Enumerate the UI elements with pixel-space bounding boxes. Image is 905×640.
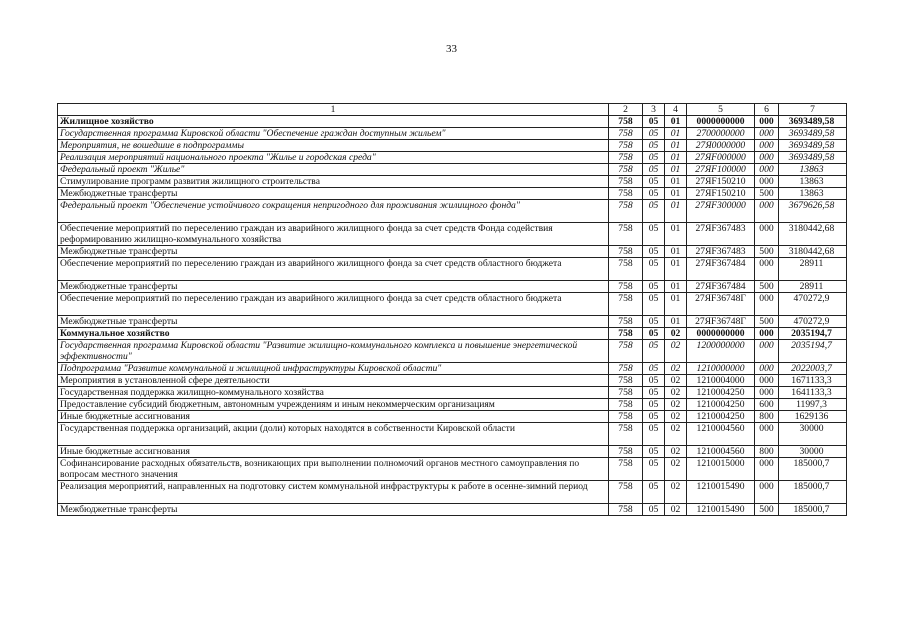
amount: 3679626,58 [779, 200, 847, 223]
target-article-code: 1200000000 [687, 340, 755, 363]
row-description: Стимулирование программ развития жилищного строительства [58, 176, 609, 188]
amount: 13863 [779, 164, 847, 176]
subsection-code: 02 [665, 340, 687, 363]
subsection-code: 01 [665, 140, 687, 152]
target-article-code: 27ЯF36748Г [687, 293, 755, 316]
target-article-code: 27ЯF367484 [687, 258, 755, 281]
amount: 28911 [779, 258, 847, 281]
section-code: 05 [643, 411, 665, 423]
admin-code: 758 [609, 375, 643, 387]
row-description: Подпрограмма "Развитие коммунальной и жилищной инфраструктуры Кировской области" [58, 363, 609, 375]
section-code: 05 [643, 128, 665, 140]
subsection-code: 01 [665, 152, 687, 164]
expense-type-code: 000 [755, 176, 779, 188]
amount: 185000,7 [779, 504, 847, 516]
target-article-code: 27ЯF150210 [687, 188, 755, 200]
admin-code: 758 [609, 446, 643, 458]
amount: 185000,7 [779, 481, 847, 504]
row-description: Федеральный проект "Жилье" [58, 164, 609, 176]
table-row [58, 188, 847, 200]
target-article-code: 1210000000 [687, 363, 755, 375]
admin-code: 758 [609, 176, 643, 188]
amount: 30000 [779, 423, 847, 446]
amount: 2035194,7 [779, 328, 847, 340]
table-row [58, 152, 847, 164]
expense-type-code: 800 [755, 446, 779, 458]
target-article-code: 27ЯF100000 [687, 164, 755, 176]
table-row [58, 164, 847, 176]
target-article-code: 27ЯF367484 [687, 281, 755, 293]
table-row [58, 223, 847, 246]
table-row [58, 281, 847, 293]
section-code: 05 [643, 200, 665, 223]
amount: 3693489,58 [779, 116, 847, 128]
table-row [58, 140, 847, 152]
amount: 3180442,68 [779, 223, 847, 246]
amount: 1629136 [779, 411, 847, 423]
target-article-code: 27ЯF367483 [687, 246, 755, 258]
row-description: Реализация мероприятий национального проекта "Жилье и городская среда" [58, 152, 609, 164]
admin-code: 758 [609, 387, 643, 399]
section-code: 05 [643, 164, 665, 176]
row-description: Межбюджетные трансферты [58, 504, 609, 516]
row-description: Межбюджетные трансферты [58, 316, 609, 328]
row-description: Мероприятия в установленной сфере деятельности [58, 375, 609, 387]
amount: 2022003,7 [779, 363, 847, 375]
expense-type-code: 000 [755, 340, 779, 363]
row-description: Межбюджетные трансферты [58, 281, 609, 293]
target-article-code: 2700000000 [687, 128, 755, 140]
row-description: Обеспечение мероприятий по переселению граждан из аварийного жилищного фонда за счет средств Фонда содействия реформированию жилищно-коммунального хозяйства [58, 223, 609, 246]
target-article-code: 1210015490 [687, 504, 755, 516]
target-article-code: 0000000000 [687, 328, 755, 340]
amount: 30000 [779, 446, 847, 458]
expense-type-code: 600 [755, 399, 779, 411]
section-code: 05 [643, 223, 665, 246]
expense-type-code: 000 [755, 423, 779, 446]
subsection-code: 01 [665, 200, 687, 223]
section-code: 05 [643, 258, 665, 281]
expense-type-code: 000 [755, 328, 779, 340]
column-header: 6 [755, 104, 779, 116]
amount: 28911 [779, 281, 847, 293]
row-description: Межбюджетные трансферты [58, 246, 609, 258]
table-row [58, 446, 847, 458]
row-description: Обеспечение мероприятий по переселению граждан из аварийного жилищного фонда за счет средств областного бюджета [58, 293, 609, 316]
table-row [58, 293, 847, 316]
subsection-code: 02 [665, 387, 687, 399]
row-description: Реализация мероприятий, направленных на подготовку систем коммунальной инфраструктуры к работе в осенне-зимний период [58, 481, 609, 504]
column-header: 5 [687, 104, 755, 116]
target-article-code: 0000000000 [687, 116, 755, 128]
subsection-code: 02 [665, 328, 687, 340]
column-header: 1 [58, 104, 609, 116]
amount: 1671133,3 [779, 375, 847, 387]
row-description: Федеральный проект "Обеспечение устойчивого сокращения непригодного для проживания жилищного фонда" [58, 200, 609, 223]
expense-type-code: 500 [755, 188, 779, 200]
section-code: 05 [643, 423, 665, 446]
expense-type-code: 000 [755, 481, 779, 504]
subsection-code: 02 [665, 375, 687, 387]
expense-type-code: 000 [755, 258, 779, 281]
expense-type-code: 000 [755, 140, 779, 152]
section-code: 05 [643, 363, 665, 375]
amount: 2035194,7 [779, 340, 847, 363]
subsection-code: 02 [665, 458, 687, 481]
page-number: 33 [446, 43, 457, 55]
expense-type-code: 000 [755, 223, 779, 246]
table-row [58, 258, 847, 281]
section-code: 05 [643, 293, 665, 316]
section-code: 05 [643, 328, 665, 340]
table-row [58, 316, 847, 328]
expense-type-code: 000 [755, 375, 779, 387]
table-row [58, 387, 847, 399]
admin-code: 758 [609, 481, 643, 504]
amount: 185000,7 [779, 458, 847, 481]
target-article-code: 27ЯF000000 [687, 152, 755, 164]
target-article-code: 27ЯF367483 [687, 223, 755, 246]
admin-code: 758 [609, 164, 643, 176]
target-article-code: 27ЯF300000 [687, 200, 755, 223]
amount: 3693489,58 [779, 140, 847, 152]
admin-code: 758 [609, 328, 643, 340]
row-description: Обеспечение мероприятий по переселению граждан из аварийного жилищного фонда за счет средств областного бюджета [58, 258, 609, 281]
admin-code: 758 [609, 411, 643, 423]
subsection-code: 02 [665, 363, 687, 375]
table-row [58, 246, 847, 258]
admin-code: 758 [609, 246, 643, 258]
expense-type-code: 500 [755, 246, 779, 258]
expense-type-code: 500 [755, 504, 779, 516]
subsection-code: 01 [665, 188, 687, 200]
subsection-code: 01 [665, 176, 687, 188]
subsection-code: 02 [665, 423, 687, 446]
expense-type-code: 000 [755, 152, 779, 164]
row-description: Межбюджетные трансферты [58, 188, 609, 200]
subsection-code: 01 [665, 316, 687, 328]
column-header: 2 [609, 104, 643, 116]
table-row [58, 200, 847, 223]
table-header-row [58, 104, 847, 116]
subsection-code: 01 [665, 164, 687, 176]
expense-type-code: 500 [755, 316, 779, 328]
table-row [58, 399, 847, 411]
admin-code: 758 [609, 316, 643, 328]
subsection-code: 01 [665, 281, 687, 293]
amount: 11997,3 [779, 399, 847, 411]
section-code: 05 [643, 481, 665, 504]
expense-type-code: 000 [755, 128, 779, 140]
amount: 470272,9 [779, 293, 847, 316]
amount: 13863 [779, 176, 847, 188]
subsection-code: 01 [665, 223, 687, 246]
section-code: 05 [643, 188, 665, 200]
admin-code: 758 [609, 200, 643, 223]
admin-code: 758 [609, 399, 643, 411]
admin-code: 758 [609, 152, 643, 164]
admin-code: 758 [609, 423, 643, 446]
amount: 470272,9 [779, 316, 847, 328]
row-description: Жилищное хозяйство [58, 116, 609, 128]
expense-type-code: 800 [755, 411, 779, 423]
amount: 3180442,68 [779, 246, 847, 258]
section-code: 05 [643, 152, 665, 164]
target-article-code: 1210004250 [687, 399, 755, 411]
section-code: 05 [643, 375, 665, 387]
budget-table [57, 103, 847, 516]
table-row [58, 375, 847, 387]
row-description: Иные бюджетные ассигнования [58, 411, 609, 423]
subsection-code: 02 [665, 399, 687, 411]
target-article-code: 27Я0000000 [687, 140, 755, 152]
row-description: Государственная программа Кировской области "Обеспечение граждан доступным жильем" [58, 128, 609, 140]
row-description: Мероприятия, не вошедшие в подпрограммы [58, 140, 609, 152]
target-article-code: 1210004000 [687, 375, 755, 387]
table-row [58, 363, 847, 375]
admin-code: 758 [609, 140, 643, 152]
admin-code: 758 [609, 128, 643, 140]
expense-type-code: 000 [755, 387, 779, 399]
table-row [58, 340, 847, 363]
target-article-code: 27ЯF36748Г [687, 316, 755, 328]
subsection-code: 02 [665, 411, 687, 423]
admin-code: 758 [609, 258, 643, 281]
admin-code: 758 [609, 281, 643, 293]
section-code: 05 [643, 281, 665, 293]
section-code: 05 [643, 458, 665, 481]
expense-type-code: 000 [755, 200, 779, 223]
section-code: 05 [643, 116, 665, 128]
row-description: Иные бюджетные ассигнования [58, 446, 609, 458]
column-header: 4 [665, 104, 687, 116]
expense-type-code: 500 [755, 281, 779, 293]
admin-code: 758 [609, 504, 643, 516]
section-code: 05 [643, 387, 665, 399]
expense-type-code: 000 [755, 164, 779, 176]
section-code: 05 [643, 246, 665, 258]
admin-code: 758 [609, 116, 643, 128]
target-article-code: 1210004560 [687, 446, 755, 458]
section-code: 05 [643, 340, 665, 363]
row-description: Государственная поддержка жилищно-коммунального хозяйства [58, 387, 609, 399]
amount: 3693489,58 [779, 128, 847, 140]
subsection-code: 01 [665, 246, 687, 258]
target-article-code: 1210004250 [687, 387, 755, 399]
subsection-code: 01 [665, 128, 687, 140]
amount: 1641133,3 [779, 387, 847, 399]
admin-code: 758 [609, 363, 643, 375]
amount: 3693489,58 [779, 152, 847, 164]
subsection-code: 02 [665, 504, 687, 516]
admin-code: 758 [609, 223, 643, 246]
expense-type-code: 000 [755, 116, 779, 128]
section-code: 05 [643, 504, 665, 516]
admin-code: 758 [609, 293, 643, 316]
section-code: 05 [643, 316, 665, 328]
amount: 13863 [779, 188, 847, 200]
expense-type-code: 000 [755, 363, 779, 375]
table-row [58, 423, 847, 446]
column-header: 7 [779, 104, 847, 116]
admin-code: 758 [609, 340, 643, 363]
expense-type-code: 000 [755, 293, 779, 316]
subsection-code: 01 [665, 116, 687, 128]
admin-code: 758 [609, 188, 643, 200]
table-row [58, 458, 847, 481]
target-article-code: 27ЯF150210 [687, 176, 755, 188]
target-article-code: 1210004250 [687, 411, 755, 423]
table-row [58, 411, 847, 423]
subsection-code: 02 [665, 446, 687, 458]
section-code: 05 [643, 176, 665, 188]
target-article-code: 1210015490 [687, 481, 755, 504]
target-article-code: 1210004560 [687, 423, 755, 446]
table-row [58, 328, 847, 340]
row-description: Коммунальное хозяйство [58, 328, 609, 340]
row-description: Предоставление субсидий бюджетным, автономным учреждениям и иным некоммерческим организациям [58, 399, 609, 411]
table-row [58, 116, 847, 128]
expense-type-code: 000 [755, 458, 779, 481]
table-row [58, 128, 847, 140]
table-row [58, 481, 847, 504]
table-row [58, 504, 847, 516]
section-code: 05 [643, 140, 665, 152]
row-description: Софинансирование расходных обязательств, возникающих при выполнении полномочий органов местного самоуправления по вопросам местного значения [58, 458, 609, 481]
subsection-code: 01 [665, 258, 687, 281]
subsection-code: 01 [665, 293, 687, 316]
subsection-code: 02 [665, 481, 687, 504]
admin-code: 758 [609, 458, 643, 481]
target-article-code: 1210015000 [687, 458, 755, 481]
row-description: Государственная программа Кировской области "Развитие жилищно-коммунального комплекса и повышение энергетической эффективности" [58, 340, 609, 363]
section-code: 05 [643, 446, 665, 458]
column-header: 3 [643, 104, 665, 116]
section-code: 05 [643, 399, 665, 411]
row-description: Государственная поддержка организаций, акции (доли) которых находятся в собственности Кировской области [58, 423, 609, 446]
table-row [58, 176, 847, 188]
